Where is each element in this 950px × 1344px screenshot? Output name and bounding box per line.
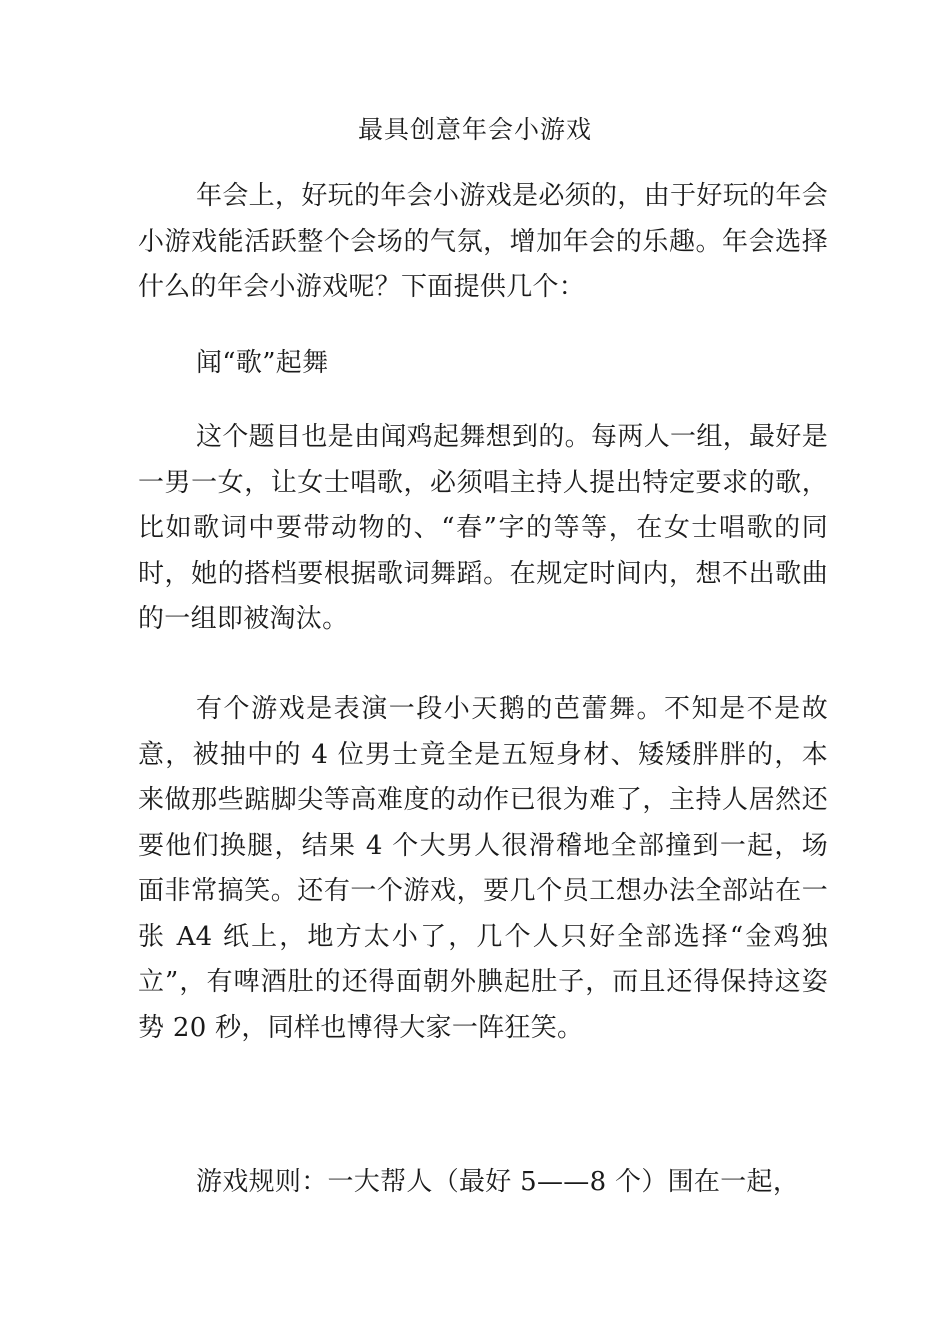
section-heading: 闻“歌”起舞 (196, 348, 329, 378)
document-title: 最具创意年会小游戏 (357, 115, 592, 144)
intro-paragraph: 年会上，好玩的年会小游戏是必须的，由于好玩的年会小游戏能活跃整个会场的气氛，增加年会的乐趣。年会选择什么的年会小游戏呢？下面提供几个： (138, 181, 828, 302)
game-description-paragraph: 这个题目也是由闻鸡起舞想到的。每两人一组，最好是一男一女，让女士唱歌，必须唱主持人提出特定要求的歌，比如歌词中要带动物的、“春”字的等等，在女士唱歌的同时，她的搭档要根据歌词舞蹈。在规定时间内，想不出歌曲的一组即被淘汰。 (138, 422, 828, 634)
game-rules-paragraph: 游戏规则：一大帮人（最好 5——8 个）围在一起， (196, 1167, 800, 1197)
ballet-game-paragraph: 有个游戏是表演一段小天鹅的芭蕾舞。不知是不是故意，被抽中的 4 位男士竟全是五短身材、矮矮胖胖的，本来做那些踮脚尖等高难度的动作已很为难了，主持人居然还要他们换腿，结果 4 个大男人很滑稽地全部撞到一起，场面非常搞笑。还有一个游戏，要几个员工想办法全部站在一张 A4 纸上，地方太小了，几个人只好全部选择“金鸡独立”，有啤酒肚的还得面朝外腆起肚子，而且还得保持这姿势 20 秒，同样也博得大家一阵狂笑。 (138, 694, 828, 1043)
